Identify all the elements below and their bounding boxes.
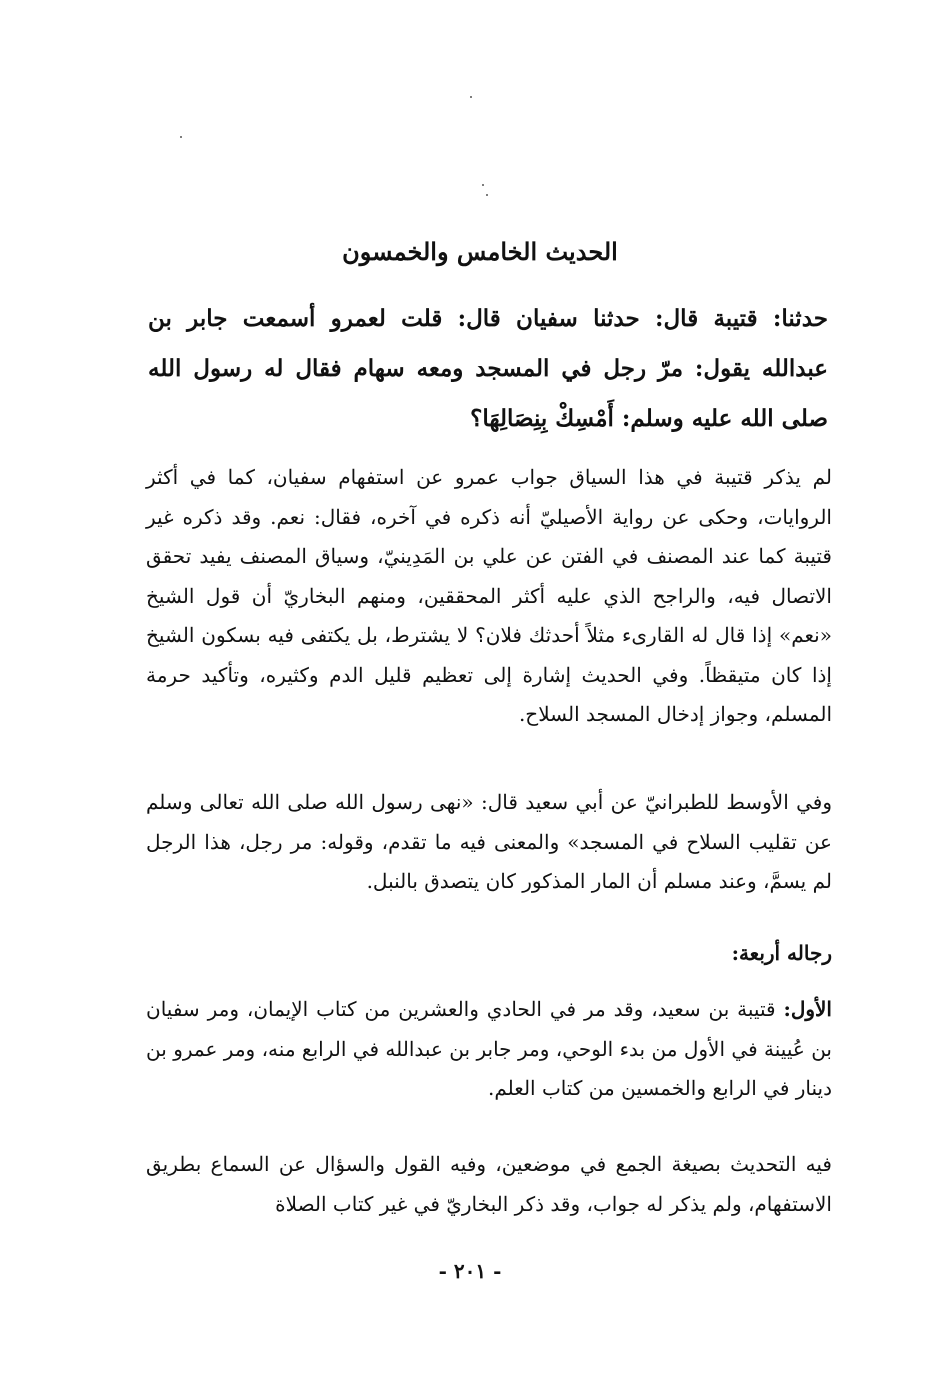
- scan-speck: [486, 194, 488, 196]
- narrators-paragraph: [146, 990, 832, 1109]
- scan-speck: [180, 136, 182, 138]
- page-number: - ٢٠١ -: [438, 1259, 502, 1283]
- commentary-paragraph: لم يذكر قتيبة في هذا السياق جواب عمرو عن استفهام سفيان، كما في أكثر الروايات، وحكى عن رواية الأصيليّ أنه ذكره في آخره، فقال: نعم. وقد ذكره غير قتيبة كما عند المصنف في الفتن عن علي بن المَدِينيّ، وسياق المصنف يفيد تحقق الاتصال فيه، والراجح الذي عليه أكثر المحققين، ومنهم البخاريّ أن قول الشيخ «نعم» إذا قال له القارىء مثلاً أحدثك فلان؟ لا يشترط، بل يكتفى فيه بسكون الشيخ إذا كان متيقظاً. وفي الحديث إشارة إلى تعظيم قليل الدم وكثيره، وتأكيد حرمة المسلم، وجواز إدخال المسجد السلاح.: [146, 465, 832, 726]
- commentary-paragraph: وفي الأوسط للطبرانيّ عن أبي سعيد قال: «نهى رسول الله صلى الله تعالى وسلم عن تقليب السلاح في المسجد» والمعنى فيه ما تقدم، وقوله: مر رجل، هذا الرجل لم يسمَّ، وعند مسلم أن المار المذكور كان يتصدق بالنبل.: [146, 790, 832, 893]
- first-narrator-text: قتيبة بن سعيد، وقد مر في الحادي والعشرين من كتاب الإيمان، ومر سفيان بن عُيينة في الأول من بدء الوحي، ومر جابر بن عبدالله في الرابع منه، ومر عمرو بن دينار في الرابع والخمسين من كتاب العلم.: [146, 997, 832, 1100]
- section-heading: رجاله أربعة:: [731, 941, 832, 965]
- scan-speck: [482, 184, 484, 186]
- commentary-paragraph: فيه التحديث بصيغة الجمع في موضعين، وفيه القول والسؤال عن السماع بطريق الاستفهام، ولم يذكر له جواب، وقد ذكر البخاريّ في غير كتاب الصلاة: [146, 1152, 832, 1216]
- scan-speck: [470, 96, 472, 98]
- hadith-title: الحديث الخامس والخمسون: [342, 237, 618, 266]
- hadith-text: حدثنا: قتيبة قال: حدثنا سفيان قال: قلت لعمرو أسمعت جابر بن عبدالله يقول: مرّ رجل في المسجد ومعه سهام فقال له رسول الله صلى الله عليه وسلم: أَمْسِكْ بِنِصَالِهَا؟: [148, 305, 828, 432]
- first-narrator-label: الأول:: [783, 997, 832, 1021]
